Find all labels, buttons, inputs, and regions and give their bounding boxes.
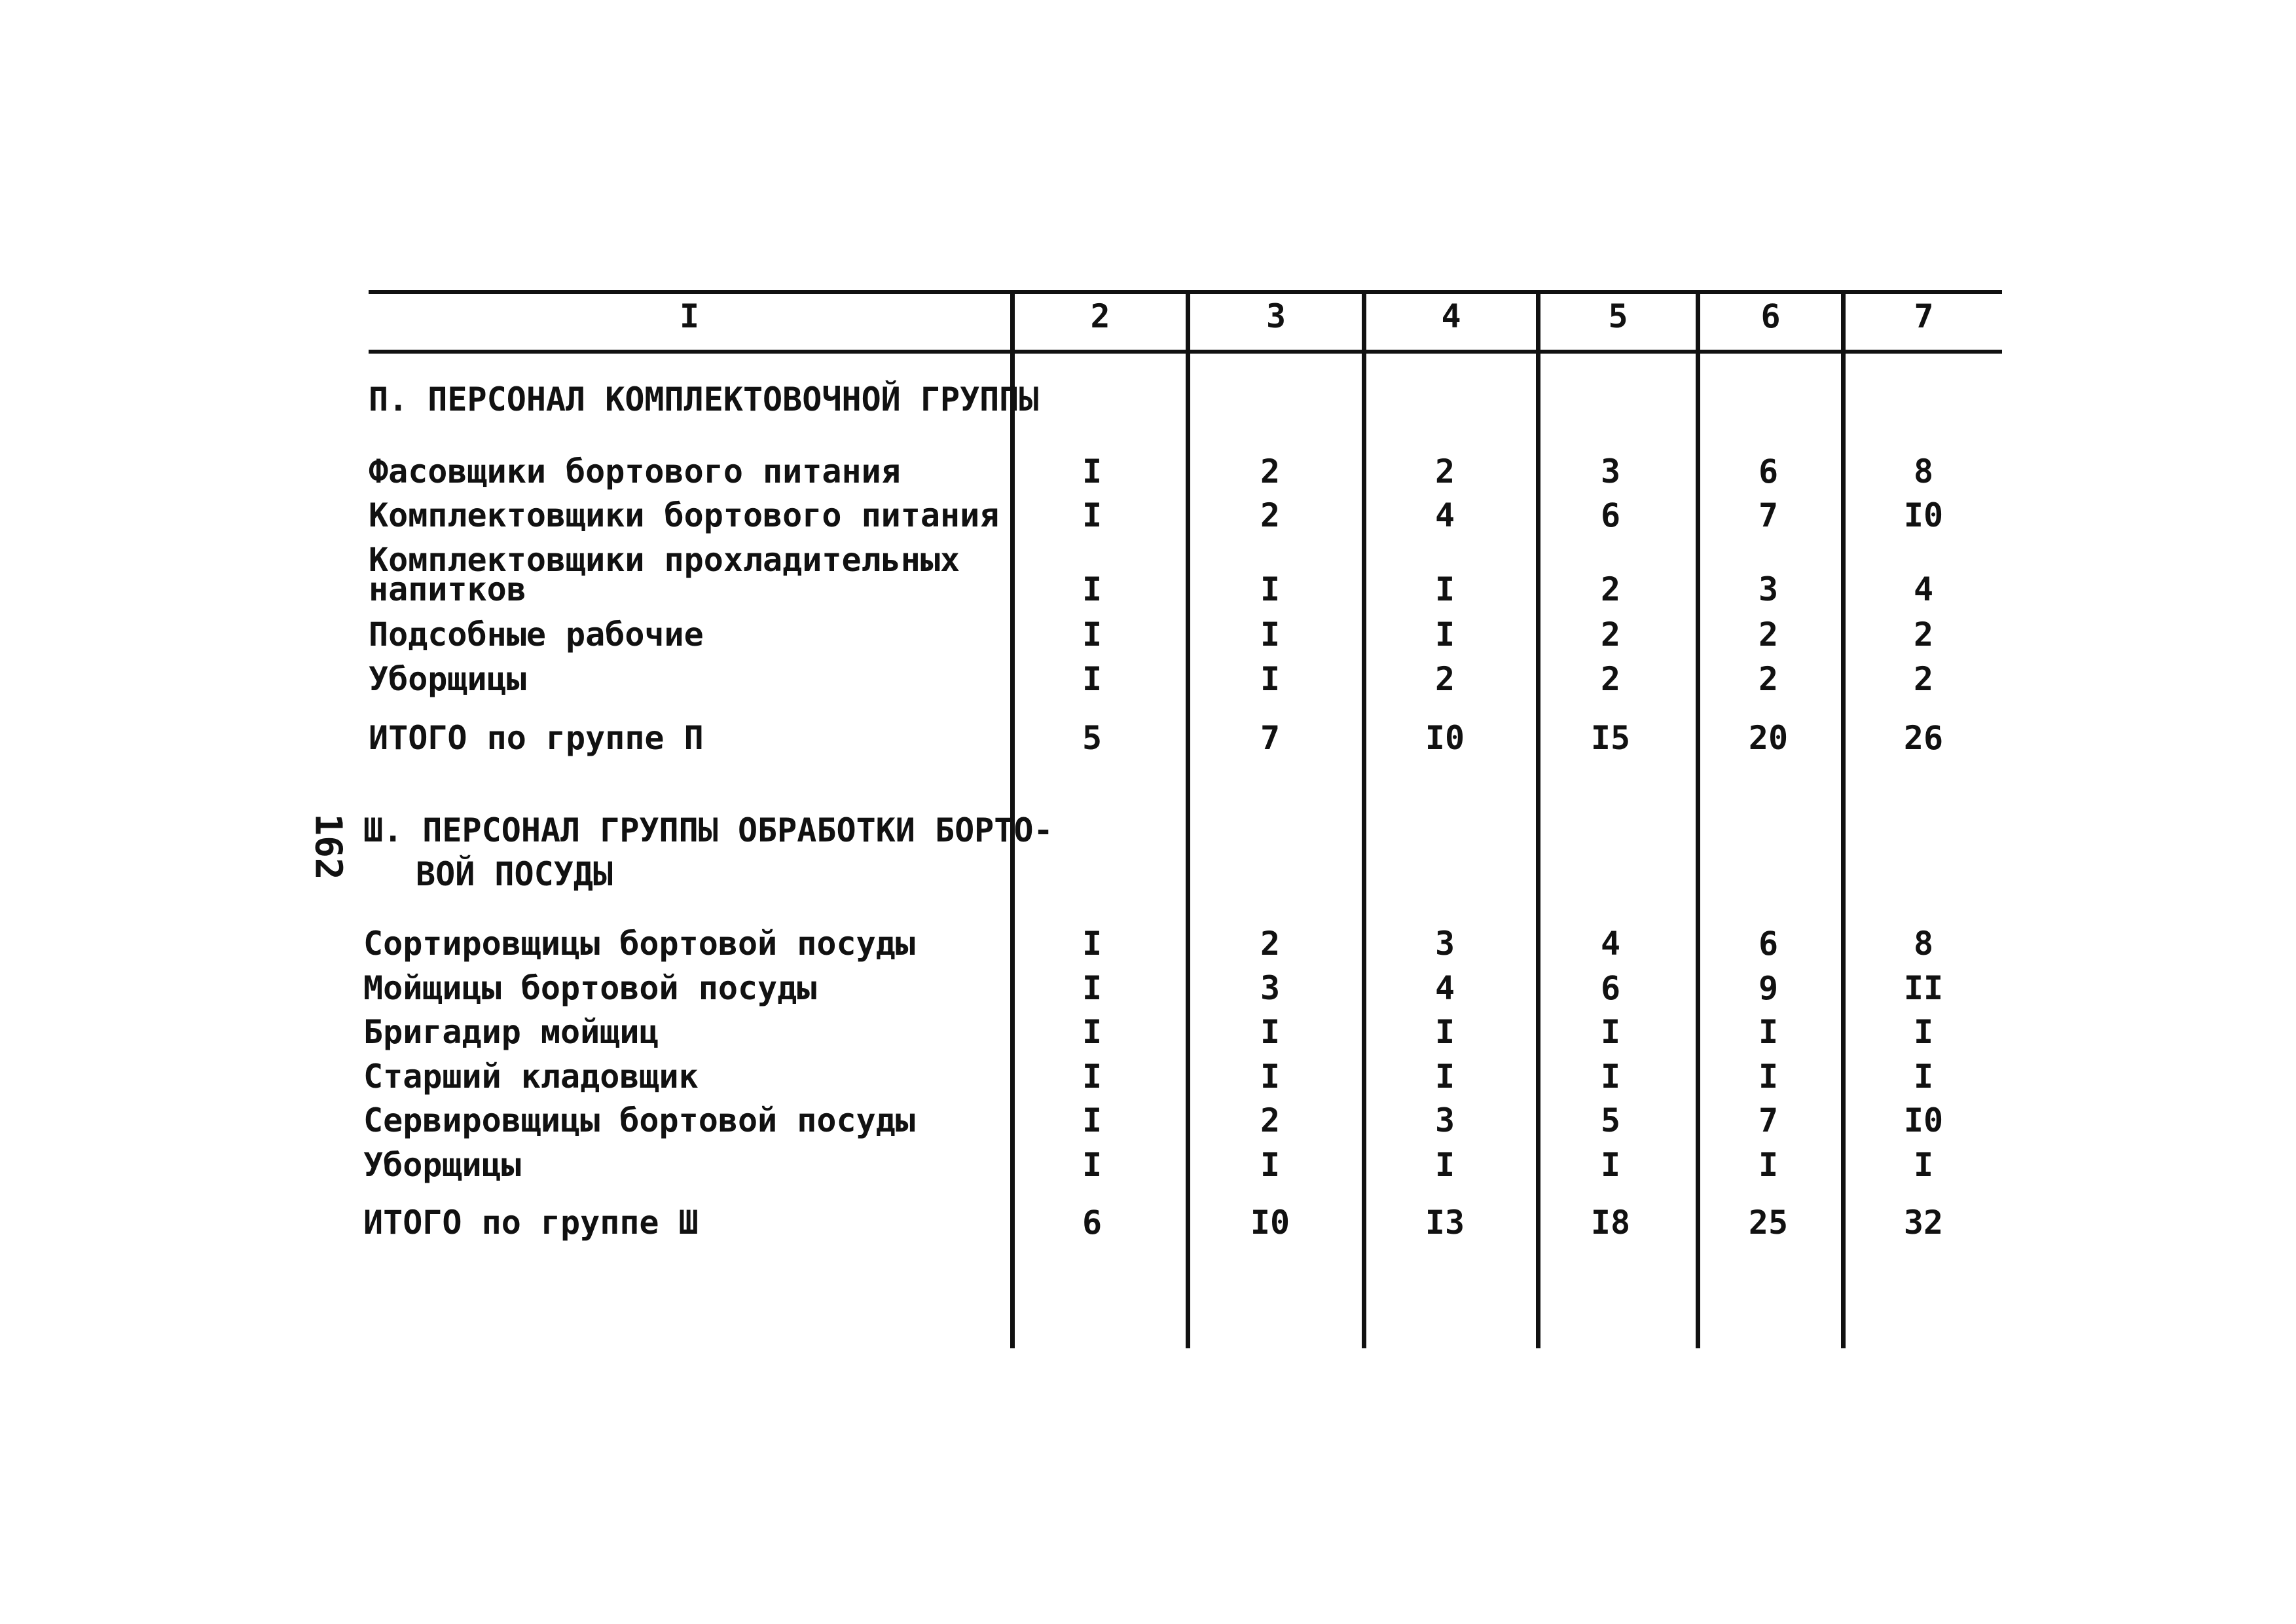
cell-value: 8 xyxy=(1913,925,1934,963)
total-value: 25 xyxy=(1748,1204,1789,1242)
cell-value: I xyxy=(1260,1013,1281,1051)
cell-value: 8 xyxy=(1913,452,1934,490)
total-value: 20 xyxy=(1748,719,1789,757)
cell-value: 2 xyxy=(1913,616,1934,654)
cell-value: 7 xyxy=(1758,496,1779,534)
cell-value: 3 xyxy=(1434,1101,1455,1139)
cell-value: 4 xyxy=(1434,969,1455,1007)
column-divider xyxy=(1841,294,1846,1348)
cell-value: 3 xyxy=(1758,570,1779,608)
row-label: Мойщицы бортовой посуды xyxy=(363,969,817,1007)
cell-value: I xyxy=(1082,660,1102,698)
total-value: I8 xyxy=(1590,1204,1631,1242)
column-divider xyxy=(1362,294,1366,1348)
row-label: Подсобные рабочие xyxy=(369,616,704,654)
row-label: Комплектовщики прохладительных xyxy=(369,541,960,579)
total-value: 6 xyxy=(1082,1204,1102,1242)
total-value: I3 xyxy=(1425,1204,1465,1242)
row-label: Уборщицы xyxy=(369,660,526,698)
header-cell-7: 7 xyxy=(1914,297,1934,335)
cell-value: I xyxy=(1260,1146,1281,1184)
cell-value: 2 xyxy=(1600,660,1621,698)
cell-value: I xyxy=(1260,616,1281,654)
total-label: ИТОГО по группе П xyxy=(369,719,704,757)
section-title: Ш. ПЕРСОНАЛ ГРУППЫ ОБРАБОТКИ БОРТО- xyxy=(363,811,1053,849)
cell-value: I xyxy=(1260,660,1281,698)
row-label: Бригадир мойщиц xyxy=(363,1013,659,1051)
header-cell-3: 3 xyxy=(1266,297,1286,335)
cell-value: I xyxy=(1260,570,1281,608)
column-divider xyxy=(1696,294,1700,1348)
header-cell-6: 6 xyxy=(1760,297,1781,335)
cell-value: 4 xyxy=(1913,570,1934,608)
cell-value: I xyxy=(1758,1146,1779,1184)
row-label: Фасовщики бортового питания xyxy=(369,452,901,490)
cell-value: 6 xyxy=(1758,452,1779,490)
cell-value: II xyxy=(1903,969,1944,1007)
cell-value: I xyxy=(1913,1013,1934,1051)
cell-value: I xyxy=(1600,1013,1621,1051)
cell-value: 4 xyxy=(1600,925,1621,963)
cell-value: 3 xyxy=(1260,969,1281,1007)
cell-value: 2 xyxy=(1260,452,1281,490)
row-label: Сортировщицы бортовой посуды xyxy=(363,925,915,963)
total-label: ИТОГО по группе Ш xyxy=(363,1204,699,1242)
cell-value: I xyxy=(1082,1101,1102,1139)
cell-value: 5 xyxy=(1600,1101,1621,1139)
cell-value: 2 xyxy=(1600,616,1621,654)
cell-value: 2 xyxy=(1434,660,1455,698)
cell-value: I xyxy=(1082,452,1102,490)
cell-value: I xyxy=(1082,1146,1102,1184)
cell-value: I xyxy=(1434,1146,1455,1184)
header-cell-1: I xyxy=(679,297,700,335)
section-title: П. ПЕРСОНАЛ КОМПЛЕКТОВОЧНОЙ ГРУППЫ xyxy=(369,380,1039,418)
cell-value: I xyxy=(1082,1058,1102,1096)
cell-value: 9 xyxy=(1758,969,1779,1007)
section-title: ВОЙ ПОСУДЫ xyxy=(416,855,613,893)
total-value: I5 xyxy=(1590,719,1631,757)
total-value: 7 xyxy=(1260,719,1281,757)
cell-value: I xyxy=(1434,1058,1455,1096)
row-label: Сервировщицы бортовой посуды xyxy=(363,1101,915,1139)
row-label: Старший кладовщик xyxy=(363,1058,699,1096)
cell-value: I xyxy=(1758,1058,1779,1096)
cell-value: 2 xyxy=(1758,660,1779,698)
header-cell-2: 2 xyxy=(1090,297,1110,335)
cell-value: 2 xyxy=(1260,1101,1281,1139)
header-cell-4: 4 xyxy=(1441,297,1461,335)
total-value: 26 xyxy=(1903,719,1944,757)
cell-value: 2 xyxy=(1260,496,1281,534)
cell-value: I xyxy=(1082,616,1102,654)
cell-value: 2 xyxy=(1758,616,1779,654)
cell-value: 2 xyxy=(1434,452,1455,490)
cell-value: I xyxy=(1082,1013,1102,1051)
cell-value: I xyxy=(1260,1058,1281,1096)
cell-value: I0 xyxy=(1903,1101,1944,1139)
cell-value: I xyxy=(1434,570,1455,608)
cell-value: I xyxy=(1434,1013,1455,1051)
total-value: 5 xyxy=(1082,719,1102,757)
header-cell-5: 5 xyxy=(1608,297,1628,335)
column-divider xyxy=(1186,294,1190,1348)
cell-value: I xyxy=(1913,1058,1934,1096)
cell-value: 2 xyxy=(1260,925,1281,963)
cell-value: 6 xyxy=(1758,925,1779,963)
cell-value: I xyxy=(1082,969,1102,1007)
cell-value: I xyxy=(1600,1058,1621,1096)
row-label: Комплектовщики бортового питания xyxy=(369,496,1000,534)
cell-value: 7 xyxy=(1758,1101,1779,1139)
total-value: 32 xyxy=(1903,1204,1944,1242)
cell-value: 2 xyxy=(1913,660,1934,698)
cell-value: I xyxy=(1082,925,1102,963)
cell-value: I xyxy=(1082,570,1102,608)
column-divider xyxy=(1536,294,1540,1348)
cell-value: I xyxy=(1082,496,1102,534)
cell-value: 6 xyxy=(1600,969,1621,1007)
cell-value: 3 xyxy=(1600,452,1621,490)
total-value: I0 xyxy=(1250,1204,1290,1242)
cell-value: 2 xyxy=(1600,570,1621,608)
row-label: Уборщицы xyxy=(363,1146,521,1184)
row-label: напитков xyxy=(369,570,526,608)
cell-value: 6 xyxy=(1600,496,1621,534)
page-number: 162 xyxy=(306,813,350,880)
cell-value: 3 xyxy=(1434,925,1455,963)
cell-value: I xyxy=(1600,1146,1621,1184)
cell-value: I xyxy=(1434,616,1455,654)
cell-value: 4 xyxy=(1434,496,1455,534)
cell-value: I xyxy=(1913,1146,1934,1184)
total-value: I0 xyxy=(1425,719,1465,757)
cell-value: I xyxy=(1758,1013,1779,1051)
cell-value: I0 xyxy=(1903,496,1944,534)
